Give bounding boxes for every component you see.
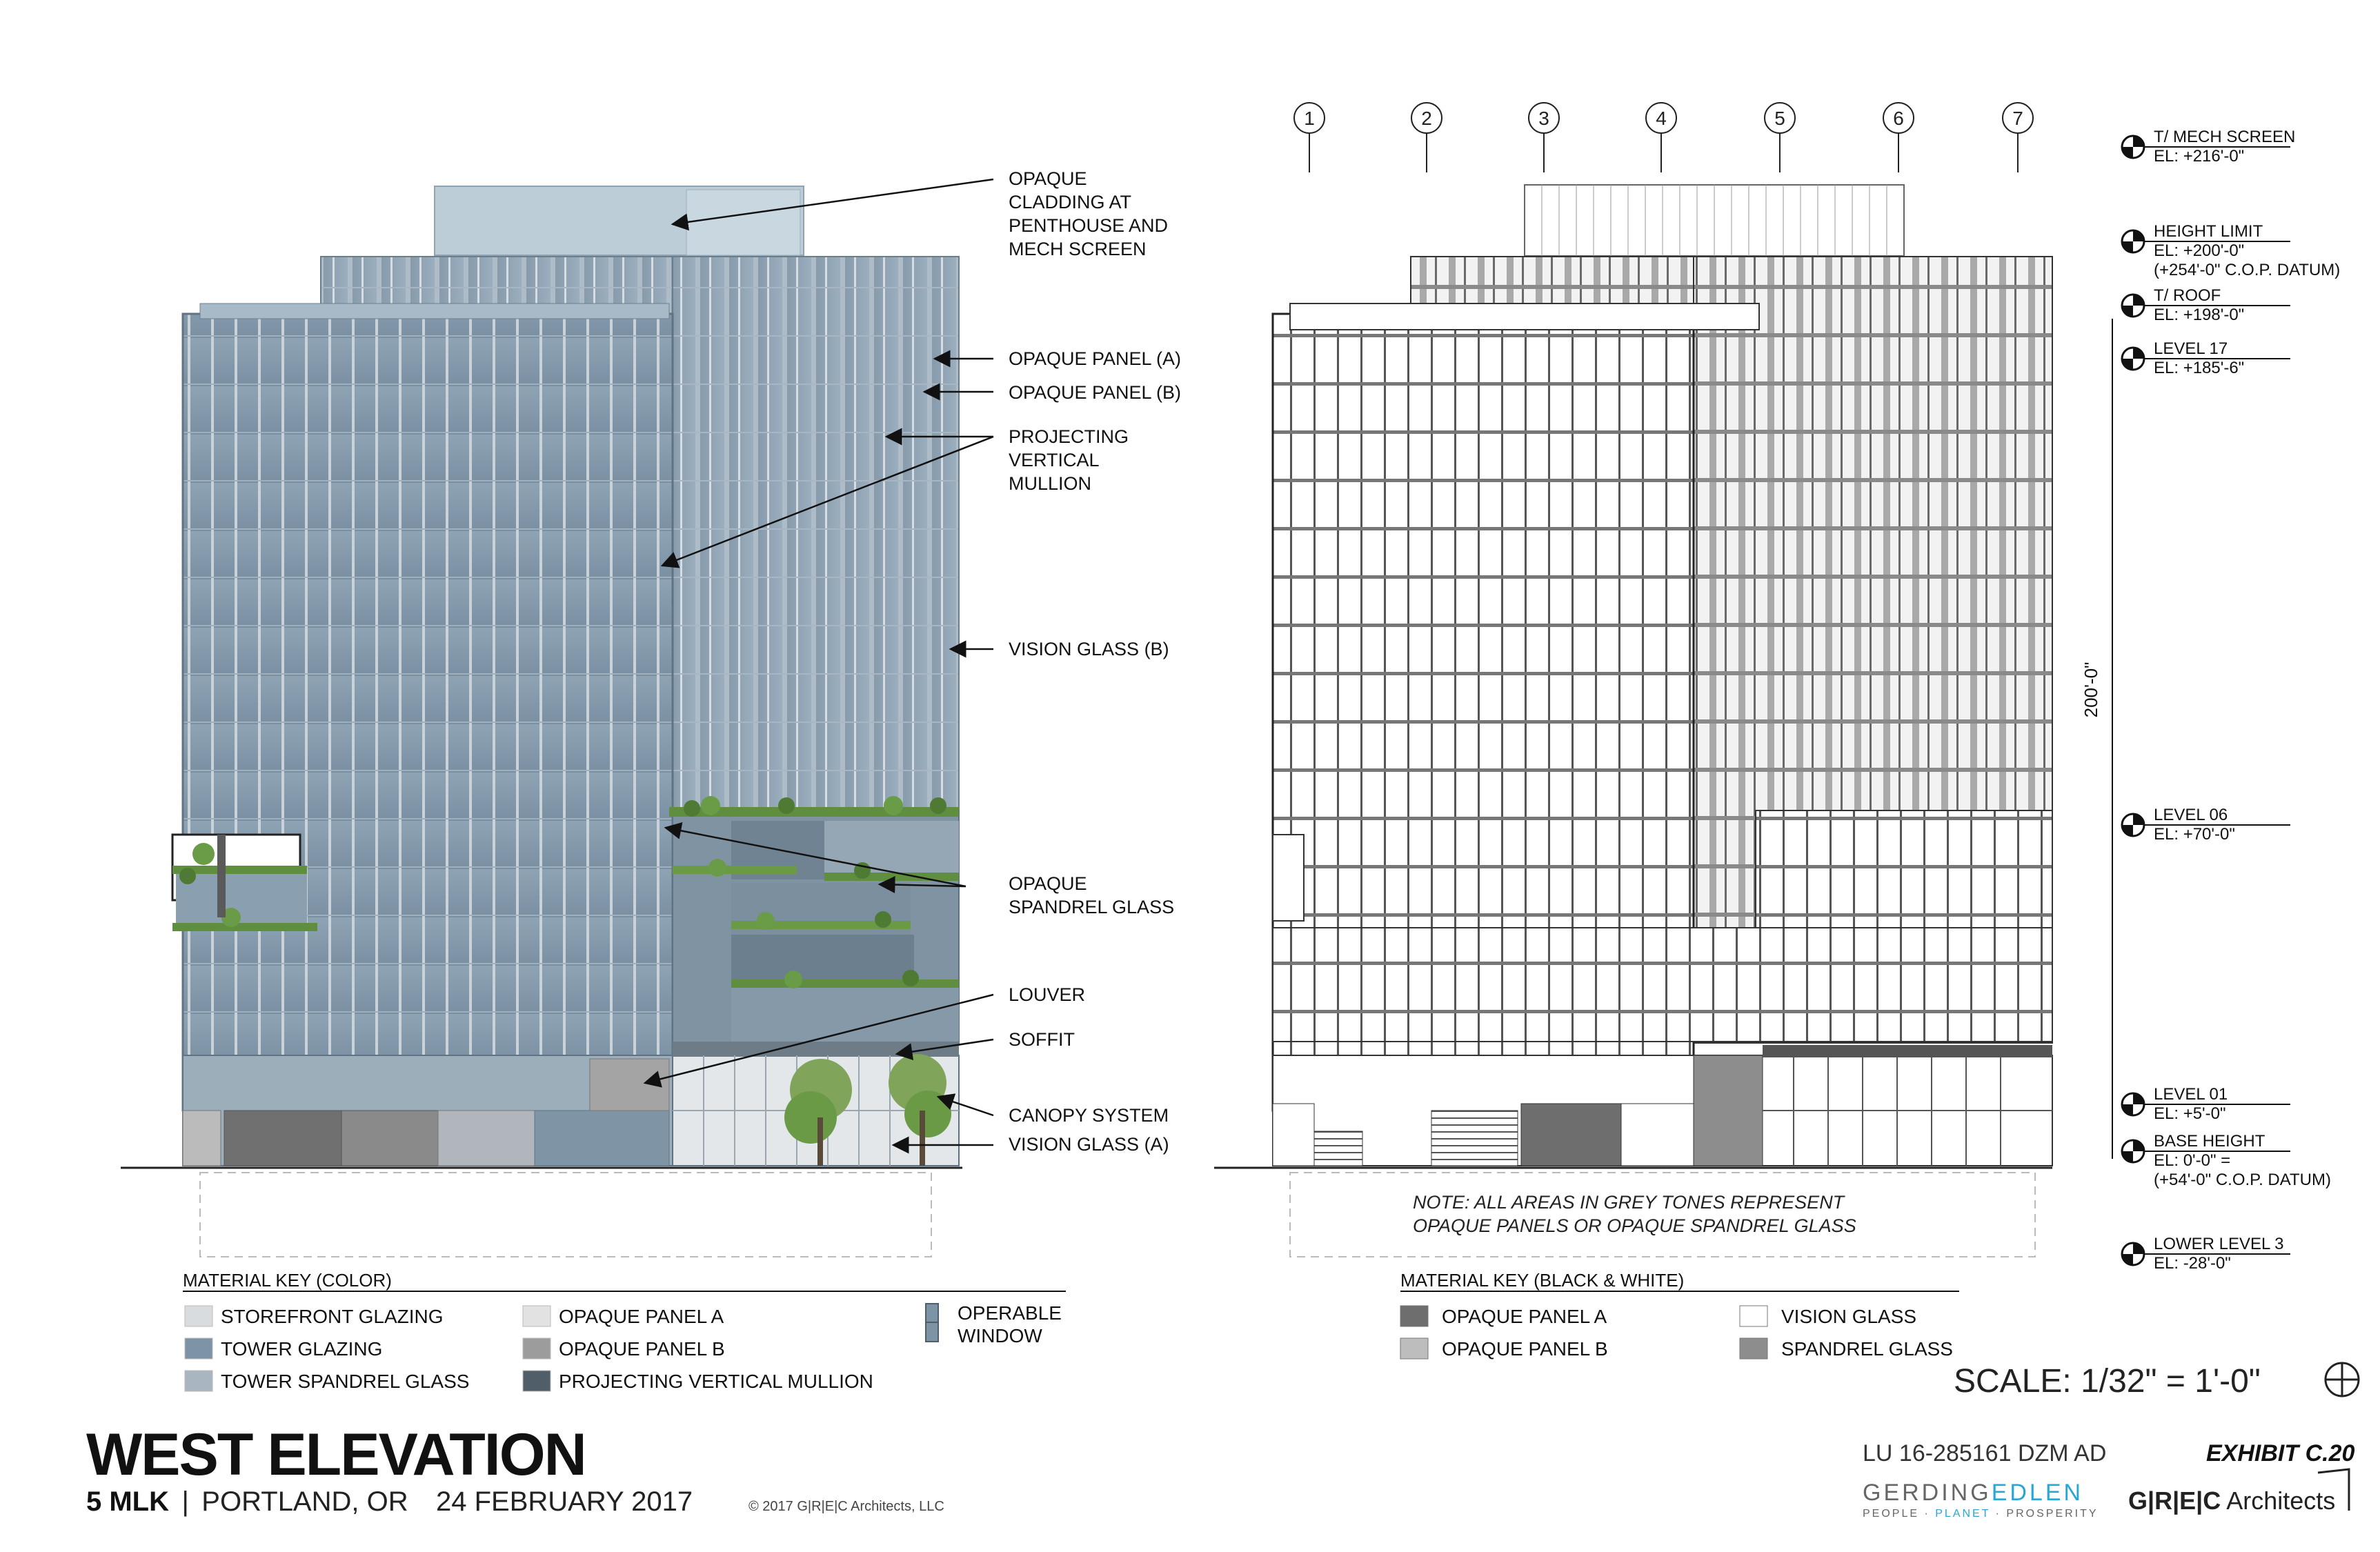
key-label: STOREFRONT GLAZING xyxy=(221,1306,444,1327)
level-marker xyxy=(2122,1085,2290,1123)
level-elevation: EL: +70'-0" xyxy=(2154,825,2235,844)
level-marker xyxy=(2122,286,2290,324)
callout-vision-glass-a: VISION GLASS (A) xyxy=(1009,1134,1169,1155)
tower-left-mass xyxy=(183,314,673,1111)
level-name: HEIGHT LIMIT xyxy=(2154,222,2263,241)
exhibit-number: EXHIBIT C.20 xyxy=(2206,1440,2355,1466)
level-name: T/ ROOF xyxy=(2154,286,2221,305)
bw-elevation xyxy=(1214,185,2052,1257)
key-swatch xyxy=(523,1371,551,1391)
north-arrow-icon xyxy=(2326,1363,2359,1396)
key-bw-item xyxy=(1400,1338,1608,1360)
callout-vision-glass-b: VISION GLASS (B) xyxy=(1009,639,1169,659)
key-color-title: MATERIAL KEY (COLOR) xyxy=(183,1270,392,1291)
level-elevation: EL: +200'-0" xyxy=(2154,241,2245,260)
grid-line-3 xyxy=(1529,103,1559,172)
key-label: OPAQUE PANEL B xyxy=(559,1338,725,1360)
key-label: OPAQUE PANEL B xyxy=(1442,1338,1608,1360)
callout-soffit: SOFFIT xyxy=(1009,1029,1075,1050)
key-bw-item xyxy=(1400,1306,1607,1327)
level-name: LEVEL 17 xyxy=(2154,339,2228,358)
title-block xyxy=(86,1422,944,1517)
ground-floor xyxy=(183,1042,959,1166)
grid-line-4 xyxy=(1646,103,1676,172)
copyright: © 2017 G|R|E|C Architects, LLC xyxy=(748,1499,944,1514)
callout-opaque-panel-a: OPAQUE PANEL (A) xyxy=(1009,348,1182,369)
level-datum-note: (+54'-0" C.O.P. DATUM) xyxy=(2154,1171,2331,1189)
level-elevation: EL: 0'-0" = xyxy=(2154,1151,2231,1170)
level-elevation: EL: +5'-0" xyxy=(2154,1104,2226,1123)
project-location: PORTLAND, OR xyxy=(201,1486,408,1517)
key-label: TOWER GLAZING xyxy=(221,1338,383,1360)
key-label: OPAQUE PANEL A xyxy=(1442,1306,1607,1327)
terraces xyxy=(669,796,959,1045)
sheet-date: 24 FEBRUARY 2017 xyxy=(436,1486,693,1517)
level-marker xyxy=(2122,339,2290,377)
callout-canopy-system: CANOPY SYSTEM xyxy=(1009,1105,1169,1126)
svg-text:GERDINGEDLEN: GERDINGEDLEN xyxy=(1863,1480,2084,1506)
key-color-item xyxy=(185,1338,382,1360)
grid-line-1 xyxy=(1294,103,1325,172)
sheet-title: WEST ELEVATION xyxy=(86,1422,586,1488)
level-marker xyxy=(2122,1235,2290,1273)
level-elevation: EL: +216'-0" xyxy=(2154,147,2245,166)
material-key-bw xyxy=(1400,1270,1959,1360)
grid-line-2 xyxy=(1411,103,1442,172)
level-marker xyxy=(2122,128,2295,166)
level-name: LEVEL 06 xyxy=(2154,806,2228,824)
grid-lines xyxy=(1294,103,2033,172)
callout-opaque-cladding: OPAQUE CLADDING AT PENTHOUSE AND MECH SCREEN xyxy=(1009,168,1169,259)
level-name: T/ MECH SCREEN xyxy=(2154,128,2296,146)
grid-number: 6 xyxy=(1893,108,1904,129)
grid-number: 3 xyxy=(1538,108,1549,129)
level-name: LEVEL 01 xyxy=(2154,1085,2228,1104)
key-bw-item xyxy=(1740,1306,1916,1327)
level-name: LOWER LEVEL 3 xyxy=(2154,1235,2284,1253)
grec-architects-logo xyxy=(2128,1469,2349,1515)
key-color-item xyxy=(523,1371,873,1392)
svg-text:G|R|E|C Architects: G|R|E|C Architects xyxy=(2128,1486,2336,1515)
key-swatch xyxy=(523,1306,551,1326)
operable-window-label: OPERABLE WINDOW xyxy=(958,1302,1062,1346)
key-swatch xyxy=(1400,1338,1428,1359)
key-color-item xyxy=(185,1371,469,1392)
color-elevation xyxy=(121,186,962,1257)
svg-text:PEOPLE · PLANET · PROSPERITY: PEOPLE · PLANET · PROSPERITY xyxy=(1863,1508,2099,1520)
height-dimension xyxy=(2081,319,2112,1159)
callout-labels xyxy=(1009,168,1181,1155)
land-use-case-number: LU 16-285161 DZM AD xyxy=(1863,1440,2107,1466)
material-key-color xyxy=(183,1270,1067,1392)
level-datum-note: (+254'-0" C.O.P. DATUM) xyxy=(2154,261,2341,279)
key-bw-title: MATERIAL KEY (BLACK & WHITE) xyxy=(1400,1270,1685,1291)
callout-projecting-mullion: PROJECTING VERTICAL MULLION xyxy=(1009,426,1129,494)
height-dimension-label: 200'-0" xyxy=(2081,661,2101,718)
grid-number: 5 xyxy=(1774,108,1785,129)
key-color-item xyxy=(523,1338,725,1360)
key-swatch xyxy=(1400,1306,1428,1326)
key-color-item xyxy=(523,1306,724,1327)
grid-number: 7 xyxy=(2012,108,2023,129)
level-elevation: EL: +198'-0" xyxy=(2154,306,2245,324)
key-bw-item xyxy=(1740,1338,1953,1360)
key-swatch xyxy=(185,1371,212,1391)
drawing-scale: SCALE: 1/32" = 1'-0" xyxy=(1954,1363,2261,1400)
level-name: BASE HEIGHT xyxy=(2154,1132,2265,1151)
level-markers xyxy=(2122,128,2340,1273)
key-swatch xyxy=(1740,1338,1767,1359)
grid-line-5 xyxy=(1765,103,1795,172)
grid-number: 2 xyxy=(1421,108,1432,129)
key-swatch xyxy=(185,1306,212,1326)
grid-line-6 xyxy=(1883,103,1914,172)
grid-number: 4 xyxy=(1656,108,1667,129)
level-marker xyxy=(2122,1132,2331,1189)
gerding-edlen-logo xyxy=(1863,1480,2099,1520)
key-swatch xyxy=(185,1338,212,1359)
key-label: SPANDREL GLASS xyxy=(1781,1338,1953,1360)
key-label: PROJECTING VERTICAL MULLION xyxy=(559,1371,873,1392)
callout-opaque-spandrel: OPAQUE SPANDREL GLASS xyxy=(1009,873,1175,917)
grid-line-7 xyxy=(2003,103,2033,172)
key-swatch xyxy=(523,1338,551,1359)
key-label: VISION GLASS xyxy=(1781,1306,1917,1327)
key-color-item xyxy=(185,1306,444,1327)
level-elevation: EL: +185'-6" xyxy=(2154,359,2245,377)
level-marker xyxy=(2122,806,2290,844)
level-marker xyxy=(2122,222,2340,279)
svg-text:5 MLK | PORTLAND,: 5 MLK | PORTLAND, OR xyxy=(86,1486,408,1517)
callout-louver: LOUVER xyxy=(1009,984,1086,1005)
key-label: OPAQUE PANEL A xyxy=(559,1306,724,1327)
key-label: TOWER SPANDREL GLASS xyxy=(221,1371,470,1392)
key-swatch xyxy=(1740,1306,1767,1326)
project-name: 5 MLK xyxy=(86,1486,169,1517)
level-elevation: EL: -28'-0" xyxy=(2154,1254,2231,1273)
grid-number: 1 xyxy=(1304,108,1315,129)
callout-opaque-panel-b: OPAQUE PANEL (B) xyxy=(1009,382,1182,403)
grey-tone-note: NOTE: ALL AREAS IN GREY TONES REPRESENT OPAQUE PANELS OR OPAQUE SPANDREL GLASS xyxy=(1413,1192,1856,1236)
